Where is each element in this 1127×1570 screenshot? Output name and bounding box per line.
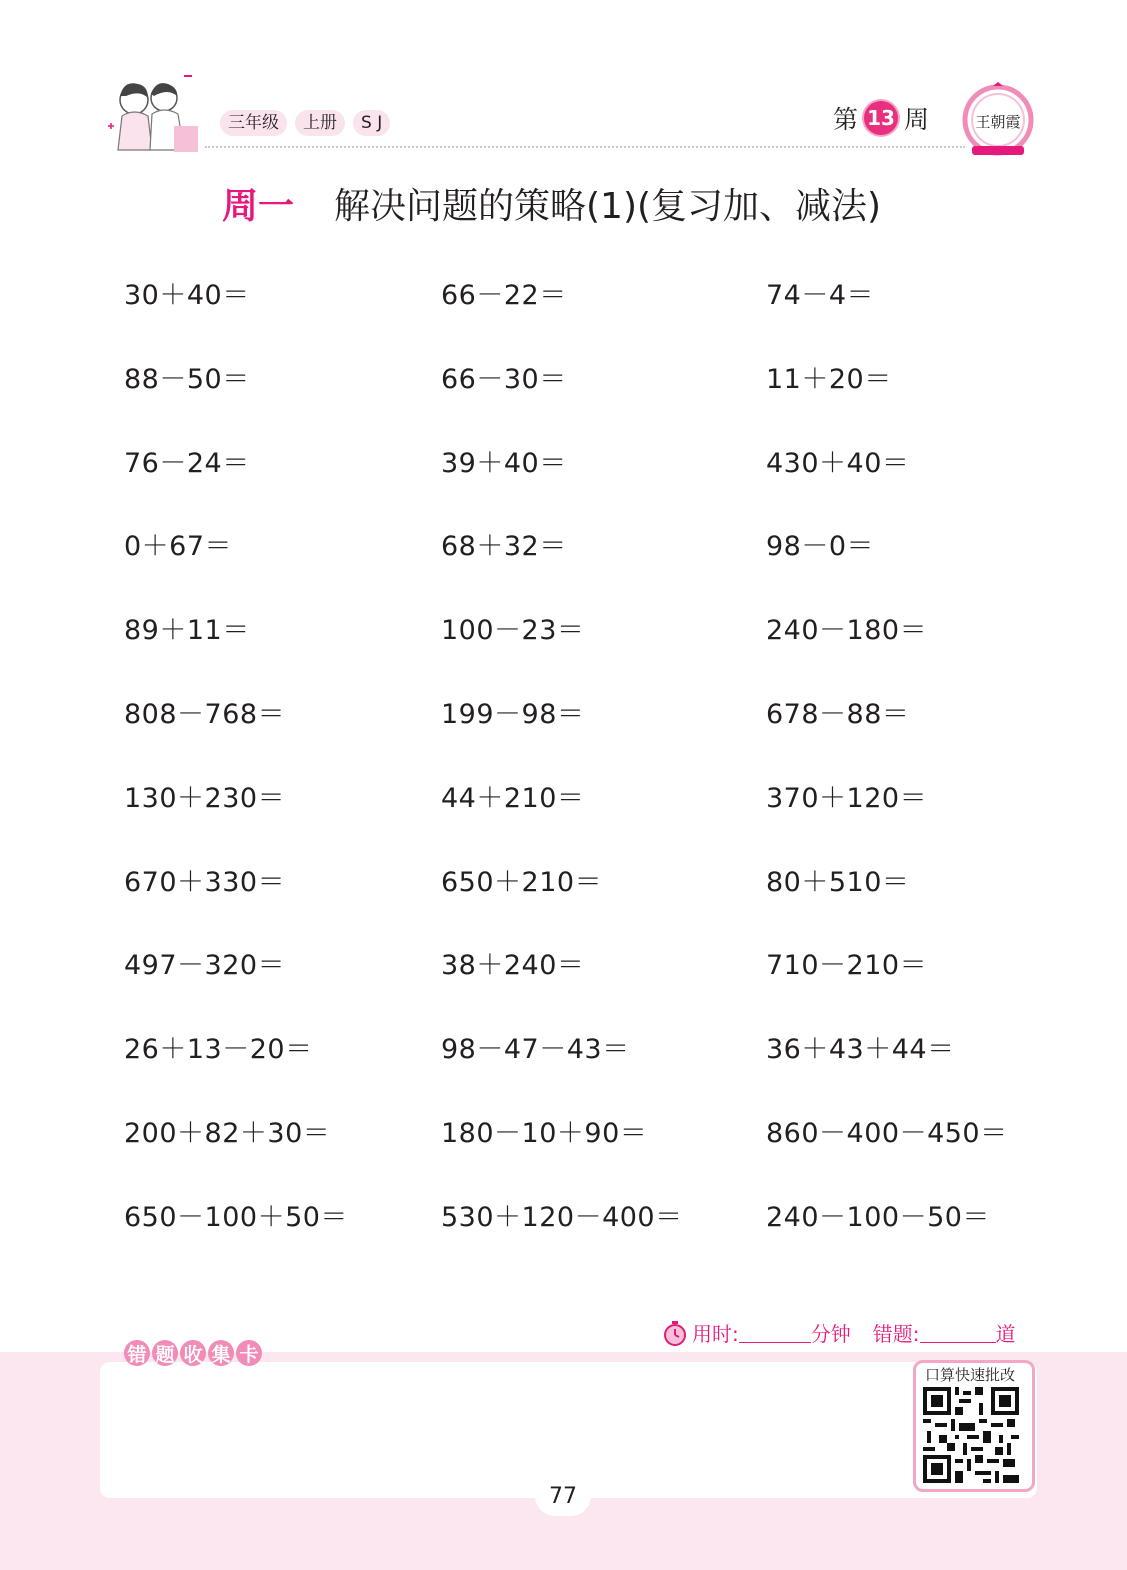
week-indicator: [833, 100, 929, 136]
volume-tag: 上册: [295, 110, 345, 136]
error-label: 错题:: [872, 1322, 920, 1346]
timing-record: [662, 1318, 1016, 1347]
problem: 89＋11＝: [124, 615, 250, 647]
card-label-char: 错: [124, 1340, 150, 1366]
problem: 39＋40＝: [441, 447, 567, 479]
problem-row: [124, 1198, 1064, 1282]
problem: 80＋510＝: [766, 866, 910, 898]
problem-row: [124, 946, 1064, 1030]
problem-row: [124, 779, 1064, 863]
edition-tag: S J: [353, 110, 390, 136]
week-suffix: 周: [904, 105, 930, 134]
problem: 44＋210＝: [441, 782, 585, 814]
time-blank[interactable]: [739, 1322, 811, 1343]
problem: 199－98＝: [441, 698, 585, 730]
problem: 68＋32＝: [441, 531, 567, 563]
card-label-char: 题: [152, 1340, 178, 1366]
error-unit: 道: [995, 1322, 1016, 1346]
problem: 370＋120＝: [766, 782, 928, 814]
week-number-badge: 13: [864, 101, 898, 135]
problem: 30＋40＝: [124, 280, 250, 311]
problem: 650－100＋50＝: [124, 1201, 348, 1233]
problem-row: [124, 1114, 1064, 1198]
card-label-char: 收: [180, 1340, 206, 1366]
grade-tag: 三年级: [220, 110, 287, 136]
problem: 38＋240＝: [441, 950, 585, 982]
problem: 36＋43＋44＝: [766, 1034, 955, 1066]
problem: 88－50＝: [124, 363, 250, 395]
problem-row: [124, 695, 1064, 779]
week-prefix: 第: [833, 105, 859, 134]
problem: 0＋67＝: [124, 531, 233, 563]
problem: 66－22＝: [441, 280, 567, 311]
problem: 430＋40＝: [766, 447, 910, 479]
grade-tags: [220, 110, 390, 136]
problem: 710－210＝: [766, 950, 928, 982]
problem-row: [124, 360, 1064, 444]
problem: 670＋330＝: [124, 866, 286, 898]
problem: 76－24＝: [124, 447, 250, 479]
problem: 74－4＝: [766, 280, 875, 311]
day-label: 周一: [222, 186, 295, 227]
problem-row: [124, 444, 1064, 528]
card-label-char: 卡: [236, 1340, 262, 1366]
problem-row: [124, 527, 1064, 611]
stopwatch-icon: [662, 1320, 688, 1346]
problem-row: [124, 611, 1064, 695]
problem: 130＋230＝: [124, 782, 286, 814]
children-illustration: [104, 70, 204, 156]
time-unit: 分钟: [810, 1322, 851, 1346]
error-blank[interactable]: [920, 1322, 996, 1343]
problem: 11＋20＝: [766, 363, 892, 395]
problem: 808－768＝: [124, 698, 286, 730]
problem: 180－10＋90＝: [441, 1117, 648, 1149]
problem: 98－47－43＝: [441, 1034, 630, 1066]
svg-text:王朝霞: 王朝霞: [975, 113, 1021, 131]
page-number: 77: [535, 1476, 591, 1516]
problem-row: [124, 1030, 1064, 1114]
problem: 26＋13－20＝: [124, 1034, 313, 1066]
problem: 530＋120－400＝: [441, 1201, 683, 1233]
problem: 100－23＝: [441, 615, 585, 647]
page-title: [222, 183, 881, 231]
problem: 66－30＝: [441, 363, 567, 395]
card-label-char: 集: [208, 1340, 234, 1366]
mistake-card-label: [124, 1340, 262, 1366]
problem: 98－0＝: [766, 531, 875, 563]
qr-label: 口算快速批改: [925, 1366, 1016, 1384]
problem-row: [124, 276, 1064, 360]
problem-row: [124, 863, 1064, 947]
problem: 860－400－450＝: [766, 1117, 1008, 1149]
problem-grid: [124, 276, 1064, 1282]
problem: 497－320＝: [124, 950, 286, 982]
qr-code-icon[interactable]: [923, 1387, 1019, 1483]
lesson-title: 解决问题的策略(1)(复习加、减法): [334, 186, 882, 227]
problem: 240－180＝: [766, 615, 928, 647]
problem: 240－100－50＝: [766, 1201, 990, 1233]
problem: 678－88＝: [766, 698, 910, 730]
problem: 200＋82＋30＝: [124, 1117, 331, 1149]
header-divider: [205, 146, 965, 148]
time-label: 用时:: [692, 1322, 739, 1346]
author-stamp-logo: [960, 80, 1036, 160]
problem: 650＋210＝: [441, 866, 603, 898]
